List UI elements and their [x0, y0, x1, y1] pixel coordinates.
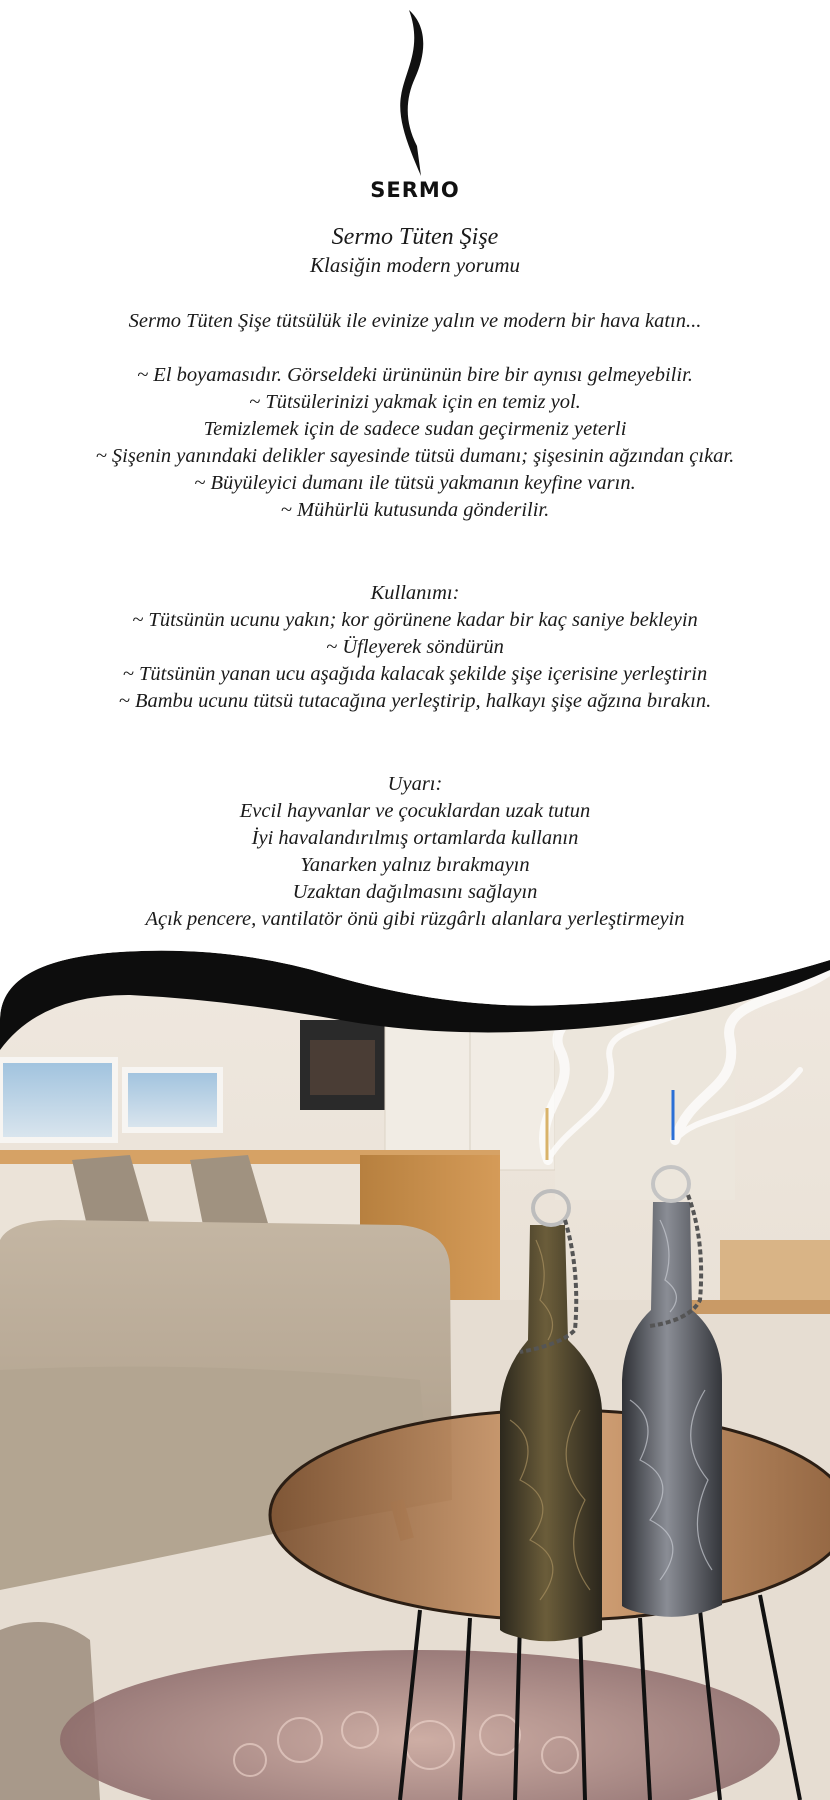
- product-subtitle: Klasiğin modern yorumu: [310, 253, 520, 277]
- warning-item: Yanarken yalnız bırakmayın: [300, 854, 530, 876]
- usage-step: ~ Bambu ucunu tütsü tutacağına yerleştirip, halkayı şişe ağzına bırakın.: [118, 690, 712, 712]
- warning-item: Uzaktan dağılmasını sağlayın: [292, 881, 538, 903]
- feature-line: Temizlemek için de sadece sudan geçirmeniz yeterli: [203, 418, 627, 440]
- smoke-swirl-icon: [395, 8, 435, 178]
- tagline: Sermo Tüten Şişe tütsülük ile evinize yalın ve modern bir hava katın...: [128, 310, 702, 332]
- feature-line: ~ Şişenin yanındaki delikler sayesinde tütsü dumanı; şişesinin ağzından çıkar.: [95, 445, 735, 467]
- warning-item: İyi havalandırılmış ortamlarda kullanın: [251, 827, 579, 849]
- usage-section: [0, 580, 830, 715]
- tagline-section: [0, 308, 830, 335]
- warning-heading: Uyarı:: [387, 773, 443, 795]
- usage-step: ~ Tütsünün yanan ucu aşağıda kalacak şekilde şişe içerisine yerleştirin: [122, 663, 708, 685]
- usage-heading: Kullanımı:: [370, 582, 460, 604]
- warning-section: [0, 771, 830, 933]
- warning-item: Evcil hayvanlar ve çocuklardan uzak tutun: [239, 800, 591, 822]
- feature-line: ~ Tütsülerinizi yakmak için en temiz yol.: [249, 391, 581, 413]
- warning-item: Açık pencere, vantilatör önü gibi rüzgârlı alanlara yerleştirmeyin: [145, 908, 685, 930]
- brand-name: SERMO: [370, 178, 460, 202]
- feature-line: ~ Büyüleyici dumanı ile tütsü yakmanın keyfine varın.: [194, 472, 636, 494]
- intro-section: [0, 222, 830, 278]
- feature-line: ~ El boyamasıdır. Görseldeki ürününün bire bir aynısı gelmeyebilir.: [137, 364, 693, 386]
- brand-logo: [0, 0, 830, 210]
- features-list: [0, 362, 830, 524]
- product-title: Sermo Tüten Şişe: [331, 224, 499, 250]
- usage-step: ~ Üfleyerek söndürün: [326, 636, 504, 658]
- feature-line: ~ Mühürlü kutusunda gönderilir.: [280, 499, 550, 521]
- usage-step: ~ Tütsünün ucunu yakın; kor görünene kadar bir kaç saniye bekleyin: [132, 609, 698, 631]
- product-photo: [0, 940, 830, 1800]
